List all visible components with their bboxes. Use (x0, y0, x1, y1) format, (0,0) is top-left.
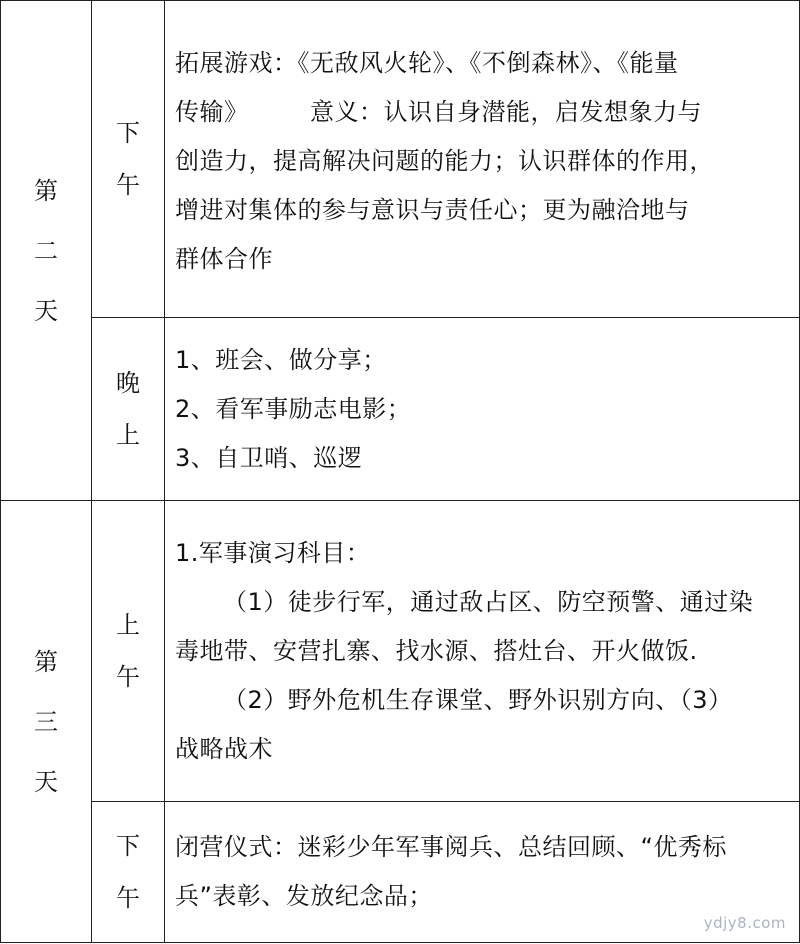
text-line: 兵”表彰、发放纪念品； (175, 882, 433, 910)
text-line: 2、看军事励志电影； (175, 394, 412, 423)
text-line: 群体合作 (175, 244, 273, 273)
day-char: 第 (34, 176, 58, 205)
day-cell-day2 (1, 1, 92, 501)
period-label (92, 820, 164, 924)
activity-text (165, 529, 799, 774)
period-char: 午 (116, 663, 140, 691)
period-char: 晚 (116, 369, 140, 397)
day-char: 第 (34, 647, 58, 676)
text-line: 增进对集体的参与意识与责任心；更为融洽地与 (175, 195, 690, 224)
day-char: 天 (34, 296, 58, 325)
content-cell (165, 501, 800, 802)
activity-text (165, 823, 799, 921)
text-line: 3、自卫哨、巡逻 (175, 443, 363, 472)
period-char: 上 (116, 421, 140, 449)
content-cell (165, 318, 800, 501)
period-char: 下 (116, 119, 140, 147)
period-cell-evening (92, 318, 165, 501)
period-char: 上 (116, 611, 140, 639)
table-row (1, 501, 800, 802)
day-char: 三 (34, 707, 58, 736)
text-line: 1.军事演习科目： (175, 538, 371, 567)
day-label (1, 632, 91, 812)
text-line: 战略战术 (175, 734, 273, 763)
table-row (1, 802, 800, 943)
text-line: （1）徒步行军，通过敌占区、防空预警、通过染 (223, 587, 754, 616)
period-label (92, 599, 164, 703)
text-line: 传输》 意义：认识自身潜能，启发想象力与 (175, 97, 702, 126)
period-label (92, 357, 164, 461)
day-cell-day3 (1, 501, 92, 943)
text-line: 创造力，提高解决问题的能力；认识群体的作用， (175, 146, 714, 175)
table-row (1, 1, 800, 318)
period-cell-morning (92, 501, 165, 802)
text-line: （2）野外危机生存课堂、野外识别方向、（3） (223, 685, 733, 714)
day-char: 天 (34, 767, 58, 796)
period-char: 下 (116, 832, 140, 860)
period-char: 午 (116, 171, 140, 199)
text-line: 1、班会、做分享； (175, 345, 387, 374)
period-cell-afternoon (92, 1, 165, 318)
day-label (1, 161, 91, 341)
period-label (92, 107, 164, 211)
period-cell-afternoon (92, 802, 165, 943)
day-char: 二 (34, 236, 58, 265)
period-char: 午 (116, 884, 140, 912)
watermark: ydjy8.com (703, 914, 786, 932)
table-row (1, 318, 800, 501)
text-line: 闭营仪式：迷彩少年军事阅兵、总结回顾、“优秀标 (175, 833, 727, 861)
text-line: 毒地带、安营扎寨、找水源、搭灶台、开火做饭. (175, 636, 698, 665)
activity-text (165, 35, 799, 284)
content-cell (165, 1, 800, 318)
activity-text (165, 336, 799, 483)
text-line: 拓展游戏：《无敌风火轮》、《不倒森林》、《能量 (175, 48, 679, 77)
